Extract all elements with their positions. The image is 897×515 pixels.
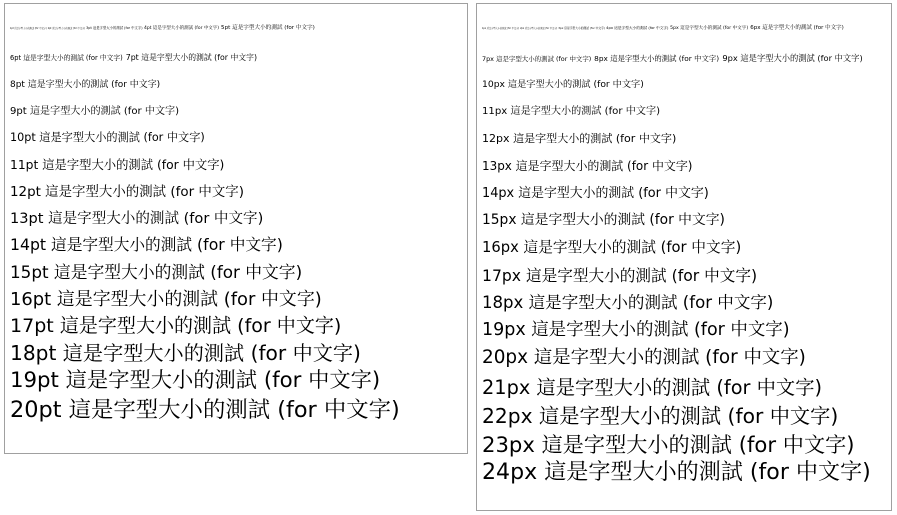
pt-panel-line [10, 74, 164, 90]
font-size-sample [10, 368, 380, 393]
sample-text: 這是字型大小的測試 (for 中文字) [737, 52, 863, 63]
px-panel-line [482, 74, 648, 90]
sample-text: 這是字型大小的測試 (for 中文字) [486, 27, 520, 31]
size-label: 24px [482, 460, 538, 486]
size-label: 15px [482, 212, 517, 229]
font-size-sample [10, 397, 400, 423]
sample-text: 這是字型大小的測試 (for 中文字) [35, 131, 205, 145]
size-label: 19pt [10, 367, 59, 393]
font-size-sample [10, 210, 263, 227]
sample-text: 這是字型大小的測試 (for 中文字) [530, 375, 823, 399]
size-label: 16pt [10, 288, 52, 310]
sample-text: 這是字型大小的測試 (for 中文字) [494, 54, 592, 63]
size-label: 19px [482, 320, 526, 341]
size-label: 11px [482, 106, 508, 118]
size-label: 16px [482, 239, 519, 257]
size-label: 10pt [10, 131, 36, 145]
size-label: 6pt [10, 54, 22, 63]
size-label: 2pt [47, 27, 52, 31]
font-size-sample [10, 27, 47, 30]
size-label: 9px [722, 52, 738, 63]
pt-panel-line [10, 234, 290, 254]
px-panel-line [482, 48, 866, 64]
px-panel-line [482, 322, 797, 339]
size-label: 9pt [10, 106, 27, 118]
font-size-sample [670, 26, 748, 31]
sample-text: 這是字型大小的測試 (for 中文字) [514, 186, 709, 202]
font-size-sample [482, 293, 773, 312]
sample-text: 這是字型大小的測試 (for 中文字) [509, 131, 677, 145]
sample-text: 這是字型大小的測試 (for 中文字) [91, 26, 143, 31]
font-size-sample [482, 266, 757, 285]
sample-text: 這是字型大小的測試 (for 中文字) [534, 432, 855, 457]
font-size-sample [10, 106, 179, 117]
pt-panel-line [10, 16, 317, 32]
font-size-sample [482, 212, 725, 228]
size-label: 20px [482, 347, 528, 369]
font-size-sample [482, 320, 790, 340]
sample-text: 這是字型大小的測試 (for 中文字) [507, 106, 661, 118]
sample-text: 這是字型大小的測試 (for 中文字) [48, 261, 303, 282]
font-size-sample [10, 341, 361, 365]
size-label: 22px [482, 403, 533, 428]
sample-text: 這是字型大小的測試 (for 中文字) [525, 320, 790, 341]
font-size-sample [482, 347, 806, 368]
sample-text: 這是字型大小的測試 (for 中文字) [46, 234, 283, 254]
px-size-panel [476, 3, 892, 511]
sample-text: 這是字型大小的測試 (for 中文字) [151, 26, 219, 32]
sample-text: 這是字型大小的測試 (for 中文字) [537, 460, 871, 486]
px-panel-line [482, 403, 847, 428]
sample-text: 這是字型大小的測試 (for 中文字) [53, 314, 342, 337]
px-panel-line [482, 157, 698, 173]
px-panel-line [482, 434, 864, 455]
pt-panel-line [10, 183, 250, 199]
size-label: 17px [482, 265, 522, 285]
sample-text: 這是字型大小的測試 (for 中文字) [138, 53, 258, 63]
font-size-sample [482, 132, 676, 145]
px-panel-line [482, 211, 731, 228]
size-label: 13pt [10, 209, 44, 227]
pt-panel-line [10, 101, 184, 117]
font-size-sample [10, 185, 244, 200]
font-size-sample [10, 131, 205, 144]
font-size-sample [10, 235, 283, 254]
font-size-sample [482, 460, 871, 485]
px-panel-line [482, 462, 881, 484]
font-size-sample [482, 79, 644, 90]
px-panel-line [482, 292, 781, 312]
font-size-sample [10, 54, 123, 62]
pt-panel-line [10, 156, 230, 172]
sample-text: 這是字型大小的測試 (for 中文字) [51, 27, 86, 31]
sample-text: 這是字型大小的測試 (for 中文字) [51, 288, 322, 310]
size-label: 1pt [10, 27, 14, 31]
font-size-sample [482, 159, 692, 173]
sample-text: 這是字型大小的測試 (for 中文字) [61, 396, 400, 423]
font-size-sample [520, 27, 557, 30]
font-size-sample [722, 53, 862, 63]
font-size-sample [482, 106, 660, 117]
size-label: 5px [670, 26, 679, 32]
size-label: 2px [520, 27, 525, 31]
pt-size-panel [4, 3, 468, 454]
sample-text: 這是字型大小的測試 (for 中文字) [516, 212, 725, 229]
sample-text: 這是字型大小的測試 (for 中文字) [613, 26, 669, 31]
sample-text: 這是字型大小的測試 (for 中文字) [504, 79, 644, 91]
pt-panel-line [10, 396, 410, 423]
size-label: 21px [482, 375, 531, 399]
font-size-sample [482, 239, 741, 256]
sample-text: 這是字型大小的測試 (for 中文字) [56, 340, 361, 365]
font-size-sample [482, 186, 709, 201]
font-size-sample [482, 432, 855, 457]
size-label: 10px [482, 79, 505, 91]
font-size-sample [10, 158, 224, 172]
px-panel-line [482, 16, 846, 32]
sample-text: 這是字型大小的測試 (for 中文字) [518, 239, 742, 257]
font-size-sample [10, 315, 341, 337]
size-label: 14pt [10, 234, 47, 254]
pt-panel-line [10, 367, 390, 393]
font-size-sample [558, 26, 605, 30]
size-label: 1px [482, 27, 487, 31]
sample-text: 這是字型大小的測試 (for 中文字) [21, 54, 123, 63]
size-label: 4pt [144, 26, 152, 32]
font-size-sample [48, 27, 85, 30]
font-size-sample [10, 80, 160, 90]
sample-text: 這是字型大小的測試 (for 中文字) [678, 26, 749, 32]
sample-text: 這是字型大小的測試 (for 中文字) [532, 403, 839, 428]
pt-panel-line [10, 314, 350, 337]
size-label: 13px [482, 158, 512, 173]
px-panel-line [482, 129, 681, 145]
font-size-sample [482, 376, 822, 399]
size-label: 12pt [10, 184, 41, 200]
sample-text: 這是字型大小的測試 (for 中文字) [13, 27, 47, 31]
sample-text: 這是字型大小的測試 (for 中文字) [607, 53, 720, 63]
pt-panel-line [10, 128, 210, 144]
pt-panel-line [10, 47, 261, 63]
pt-panel-line [10, 261, 310, 282]
size-label: 8px [594, 53, 608, 63]
size-label: 23px [482, 432, 535, 457]
sample-text: 這是字型大小的測試 (for 中文字) [511, 158, 693, 173]
font-size-sample [10, 262, 302, 282]
pt-panel-line [10, 340, 370, 365]
font-size-sample [606, 26, 668, 30]
pt-panel-line [10, 288, 330, 310]
sample-text: 這是字型大小的測試 (for 中文字) [563, 26, 605, 31]
sample-text: 這是字型大小的測試 (for 中文字) [40, 184, 244, 200]
size-label: 18px [482, 292, 524, 312]
size-label: 7pt [125, 53, 139, 63]
px-panel-line [482, 349, 814, 367]
font-size-sample [482, 404, 838, 428]
size-label: 3px [558, 26, 564, 31]
size-label: 14px [482, 186, 515, 202]
sample-text: 這是字型大小的測試 (for 中文字) [524, 27, 558, 31]
size-label: 17pt [10, 314, 54, 337]
px-panel-line [482, 265, 764, 285]
sample-text: 這是字型大小的測試 (for 中文字) [38, 157, 225, 172]
size-label: 15pt [10, 261, 49, 282]
font-size-sample [126, 53, 257, 62]
sample-text: 這是字型大小的測試 (for 中文字) [523, 292, 774, 312]
font-size-sample [594, 54, 719, 63]
size-label: 7px [482, 54, 494, 63]
px-panel-line [482, 239, 748, 256]
font-size-sample [86, 26, 142, 30]
size-label: 11pt [10, 157, 39, 172]
size-label: 5pt [221, 25, 231, 32]
sample-text: 這是字型大小的測試 (for 中文字) [58, 367, 381, 393]
font-size-sample [144, 26, 219, 31]
sample-text: 這是字型大小的測試 (for 中文字) [26, 106, 180, 118]
sample-text: 這是字型大小的測試 (for 中文字) [521, 265, 758, 285]
size-label: 4px [606, 26, 614, 31]
font-size-sample [10, 289, 322, 310]
pt-panel-line [10, 210, 270, 227]
font-size-sample [750, 25, 844, 31]
size-label: 3pt [86, 26, 92, 31]
font-size-sample [482, 27, 519, 30]
size-label: 20pt [10, 396, 62, 423]
size-label: 18pt [10, 340, 57, 365]
px-panel-line [482, 375, 831, 399]
sample-text: 這是字型大小的測試 (for 中文字) [24, 80, 161, 91]
sample-text: 這是字型大小的測試 (for 中文字) [760, 25, 844, 32]
font-size-sample [221, 25, 315, 31]
size-label: 8pt [10, 80, 25, 91]
px-panel-line [482, 101, 665, 117]
px-panel-line [482, 184, 715, 201]
sample-text: 這是字型大小的測試 (for 中文字) [43, 209, 264, 227]
font-size-sample [482, 55, 591, 63]
sample-text: 這是字型大小的測試 (for 中文字) [230, 25, 315, 32]
sample-text: 這是字型大小的測試 (for 中文字) [527, 347, 806, 369]
size-label: 6px [750, 25, 761, 32]
size-label: 12px [482, 131, 510, 145]
